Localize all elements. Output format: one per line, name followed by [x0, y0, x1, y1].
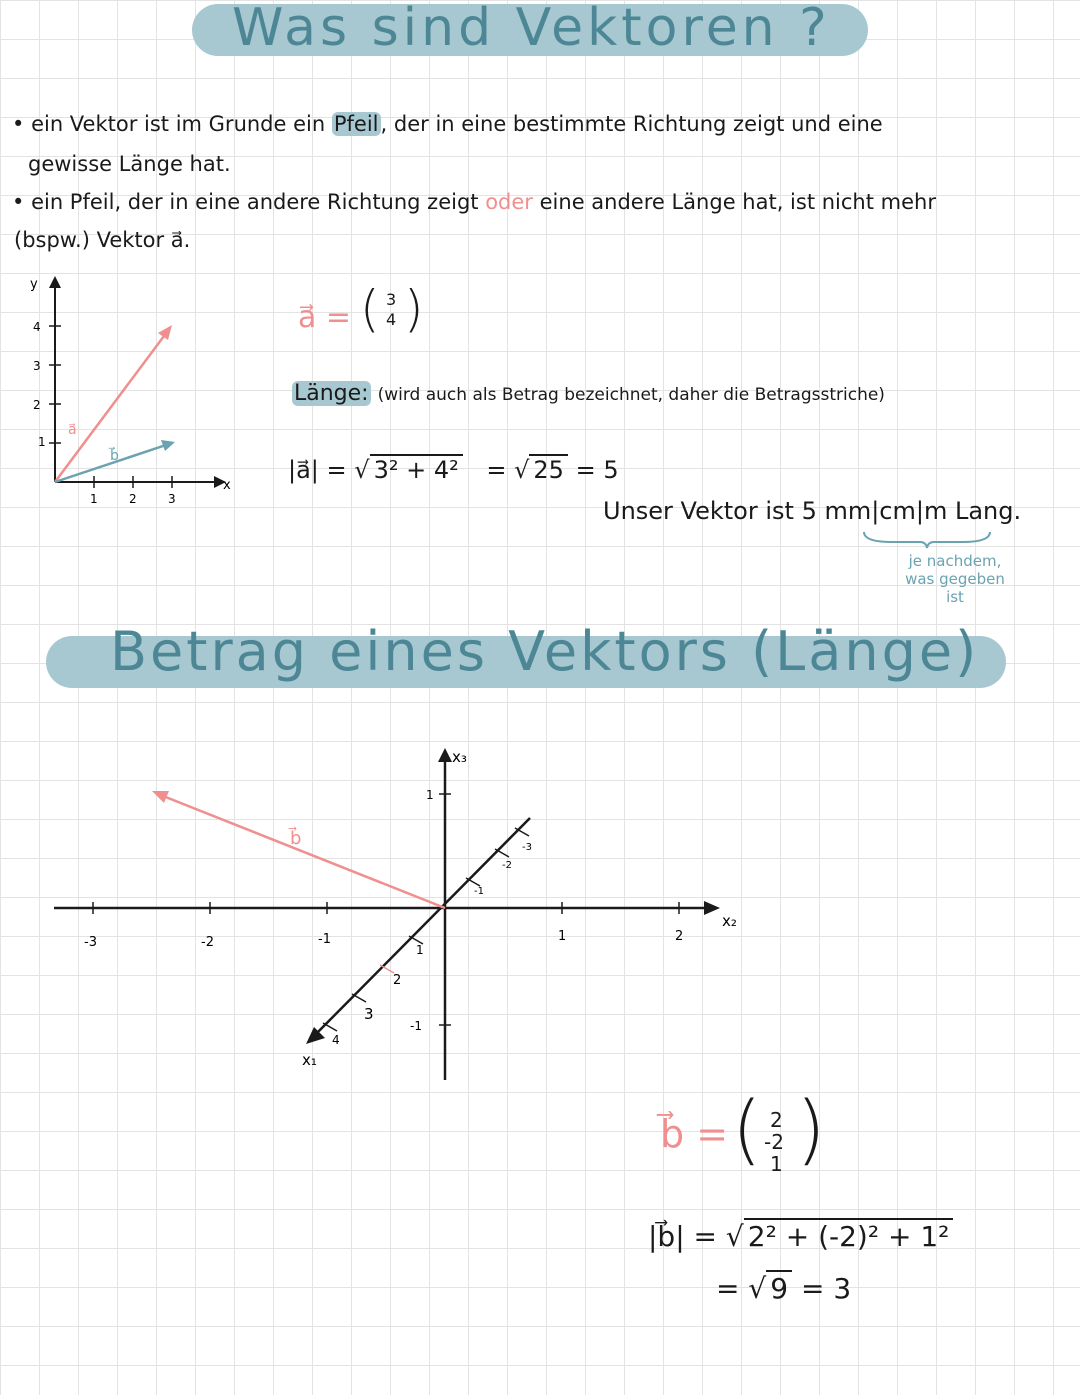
x2-tick-label--2: -2 [201, 935, 214, 950]
sqrt-symbol: √ [354, 456, 370, 484]
formula-a: |a⃗| = √ 3² + 4² = √ 25 = 5 [288, 456, 619, 484]
right-paren: ) [404, 280, 424, 338]
pfeil-highlight: Pfeil [333, 112, 379, 136]
x-axis-label: x [223, 478, 231, 493]
sqrt-symbol: √ [514, 456, 530, 484]
je-nachdem-note: je nachdem, was gegeben ist [905, 552, 1005, 606]
sqrt-radicand-2: 25 [529, 454, 568, 484]
vector-a-name: a⃗ = [298, 300, 352, 335]
bullet-2-line-2: (bspw.) Vektor a⃗. [14, 228, 191, 252]
vector-a-label: a⃗ [68, 422, 77, 438]
x1-tick-label--2: -2 [502, 860, 512, 871]
y-tick-label-2: 2 [33, 398, 41, 412]
vector-b-column [732, 1084, 826, 1186]
vector-b-3d-label: b⃗ [290, 828, 302, 849]
bullet-1-line-2: gewisse Länge hat. [28, 152, 231, 176]
x2-tick-label--1: -1 [318, 932, 331, 947]
y-tick-label-1: 1 [38, 435, 46, 449]
x2-tick-label-2: 2 [675, 929, 684, 944]
brace [862, 528, 992, 550]
x2-axis-label: x₂ [722, 912, 737, 930]
sqrt-radicand-9: 9 [766, 1270, 792, 1305]
formula-b-line-2: = √ 9 = 3 [716, 1272, 852, 1305]
unser-vektor-text: Unser Vektor ist 5 mm|cm|m Lang. [603, 497, 1022, 525]
graph-2d [20, 270, 250, 510]
x2-axis-arrow [704, 901, 720, 915]
section-title-1: Was sind Vektoren ? [232, 0, 831, 58]
x2-tick-label--3: -3 [84, 935, 97, 950]
vector-b-arrowhead [161, 440, 175, 451]
y-axis-arrow [49, 276, 61, 288]
right-paren: ) [796, 1084, 826, 1173]
x1-tick--2 [495, 849, 509, 857]
y-axis-label: y [30, 277, 38, 292]
vector-b-3d-arrow [158, 794, 445, 908]
x1-tick-label-3: 3 [364, 1005, 374, 1023]
vector-a-comp-2: 4 [386, 310, 397, 329]
vector-b-3d-arrowhead [152, 791, 169, 803]
x1-tick-label-1: 1 [416, 943, 424, 957]
vector-b-comp-2: -2 [764, 1130, 784, 1154]
bullet-dot: • [12, 112, 32, 136]
x1-axis-label: x₁ [302, 1051, 317, 1069]
x1-tick-label-4: 4 [332, 1033, 340, 1047]
bullet-2-line-1: • ein Pfeil, der in eine andere Richtung zeigt oder eine andere Länge hat, ist nicht mehr [12, 190, 936, 214]
sqrt-symbol: √ [748, 1272, 767, 1305]
vector-b-label: b⃗ [110, 448, 119, 464]
x1-tick-3 [352, 994, 366, 1002]
vector-b-comp-1: 2 [770, 1108, 783, 1132]
bullet-1-line-1: • ein Vektor ist im Grunde ein Pfeil, der in eine bestimmte Richtung zeigt und eine [12, 112, 883, 136]
y-tick-label-3: 3 [33, 359, 41, 373]
section-title-2: Betrag eines Vektors (Länge) [110, 620, 980, 683]
x1-tick-label--1: -1 [474, 886, 484, 897]
sqrt-symbol: √ [725, 1220, 744, 1253]
x-tick-label-1: 1 [90, 492, 98, 506]
x1-tick-label-2: 2 [393, 973, 402, 988]
laenge-note: (wird auch als Betrag bezeichnet, daher die Betragsstriche) [377, 385, 885, 405]
sqrt-radicand-b: 2² + (-2)² + 1² [744, 1218, 954, 1253]
bullet-dot: • [12, 190, 32, 214]
sqrt-radicand-1: 3² + 4² [370, 454, 463, 484]
x2-tick-label-1: 1 [558, 929, 567, 944]
x3-tick-label-1: 1 [426, 788, 434, 802]
y-tick-label-4: 4 [33, 320, 41, 334]
graph-3d [40, 740, 760, 1090]
laenge-line [292, 381, 885, 406]
vector-a-comp-1: 3 [386, 290, 397, 309]
vector-b-comp-3: 1 [770, 1152, 783, 1176]
x3-tick-label--1: -1 [410, 1019, 422, 1033]
x1-tick-4 [323, 1023, 337, 1031]
x1-axis-arrow [306, 1027, 325, 1044]
left-paren: ( [732, 1084, 762, 1173]
vector-a-column [360, 280, 424, 346]
vector-b-name: b⃗ = [660, 1112, 729, 1156]
left-paren: ( [360, 280, 380, 338]
formula-b: |b⃗| = √ 2² + (-2)² + 1² [648, 1220, 953, 1253]
laenge-label: Länge: [294, 381, 369, 406]
x1-tick-label--3: -3 [522, 842, 532, 853]
x3-axis-label: x₃ [452, 748, 467, 766]
vector-a-arrowhead [158, 325, 172, 340]
oder-word: oder [485, 190, 533, 214]
x3-axis-arrow [438, 748, 452, 762]
x-tick-label-2: 2 [129, 492, 137, 506]
x-tick-label-3: 3 [168, 492, 176, 506]
